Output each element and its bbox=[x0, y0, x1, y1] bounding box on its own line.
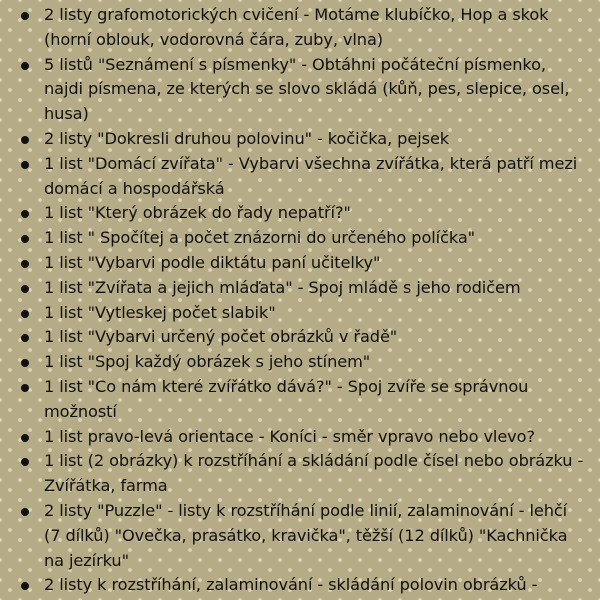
bullet-icon bbox=[21, 136, 29, 144]
list-item bbox=[0, 301, 600, 326]
bullet-icon bbox=[21, 458, 29, 466]
list-item bbox=[0, 499, 600, 573]
list-item-text: 5 listů "Seznámení s písmenky" - Obtáhni počáteční písmenko, najdi písmena, ze kterých se slovo skládá (kůň, pes, slepice, osel, husa) bbox=[44, 54, 570, 124]
bullet-icon bbox=[21, 12, 29, 20]
bullet-icon bbox=[21, 334, 29, 342]
list-item-text: 1 list "Spoj každý obrázek s jeho stínem" bbox=[44, 352, 371, 372]
list-item-text: 1 list "Vybarvi určený počet obrázků v řadě" bbox=[44, 327, 398, 347]
list-item bbox=[0, 449, 600, 499]
list-item-text: 1 list "Domácí zvířata" - Vybarvi všechna zvířátka, která patří mezi domácí a hospodářská bbox=[44, 153, 578, 198]
list-item bbox=[0, 201, 600, 226]
list-item-text: 2 listy "Dokresli druhou polovinu" - kočička, pejsek bbox=[44, 128, 450, 148]
list-item bbox=[0, 350, 600, 375]
list-item-text: 1 list "Vybarvi podle diktátu paní učitelky" bbox=[44, 252, 381, 272]
list-item bbox=[0, 375, 600, 425]
bullet-icon bbox=[21, 582, 29, 590]
list-item-text: 2 listy k rozstříhání, zalaminování - skládání polovin obrázků - bbox=[44, 575, 538, 595]
list-item-text: 1 list "Který obrázek do řady nepatří?" bbox=[44, 203, 351, 223]
bullet-icon bbox=[21, 210, 29, 218]
bullet-icon bbox=[21, 285, 29, 293]
list-item bbox=[0, 53, 600, 127]
worksheet-list bbox=[0, 3, 600, 598]
bullet-icon bbox=[21, 508, 29, 516]
bullet-icon bbox=[21, 310, 29, 318]
list-item-text: 1 list "Co nám které zvířátko dává?" - Spoj zvíře se správnou možností bbox=[44, 376, 529, 421]
list-item bbox=[0, 325, 600, 350]
bullet-icon bbox=[21, 235, 29, 243]
list-item-text: 1 list (2 obrázky) k rozstříhání a skládání podle čísel nebo obrázku - Zvířátka, farma bbox=[44, 451, 584, 496]
list-item bbox=[0, 127, 600, 152]
bullet-icon bbox=[21, 359, 29, 367]
list-item bbox=[0, 251, 600, 276]
list-item-text: 1 list pravo-levá orientace - Koníci - směr vpravo nebo vlevo? bbox=[44, 426, 535, 446]
list-item bbox=[0, 226, 600, 251]
list-item bbox=[0, 573, 600, 598]
list-item bbox=[0, 276, 600, 301]
list-item-text: 2 listy grafomotorických cvičení - Motáme klubíčko, Hop a skok (horní oblouk, vodorovná čára, zuby, vlna) bbox=[44, 5, 549, 49]
list-item-text: 1 list "Vytleskej počet slabik" bbox=[44, 302, 276, 322]
bullet-icon bbox=[21, 384, 29, 392]
bullet-icon bbox=[21, 62, 29, 70]
bullet-icon bbox=[21, 161, 29, 169]
bullet-icon bbox=[21, 434, 29, 442]
list-item bbox=[0, 425, 600, 450]
list-item-text: 1 list "Zvířata a jejich mláďata" - Spoj mládě s jeho rodičem bbox=[44, 277, 521, 297]
list-item bbox=[0, 3, 600, 53]
list-item-text: 2 listy "Puzzle" - listy k rozstříhání podle linií, zalaminování - lehčí (7 dílků) "Ovečka, prasátko, kravička", těžší (12 dílků) "Kachnička na jezírku" bbox=[44, 500, 568, 570]
list-item bbox=[0, 152, 600, 202]
list-item-text: 1 list " Spočítej a počet znázorni do určeného políčka" bbox=[44, 228, 476, 248]
bullet-icon bbox=[21, 260, 29, 268]
